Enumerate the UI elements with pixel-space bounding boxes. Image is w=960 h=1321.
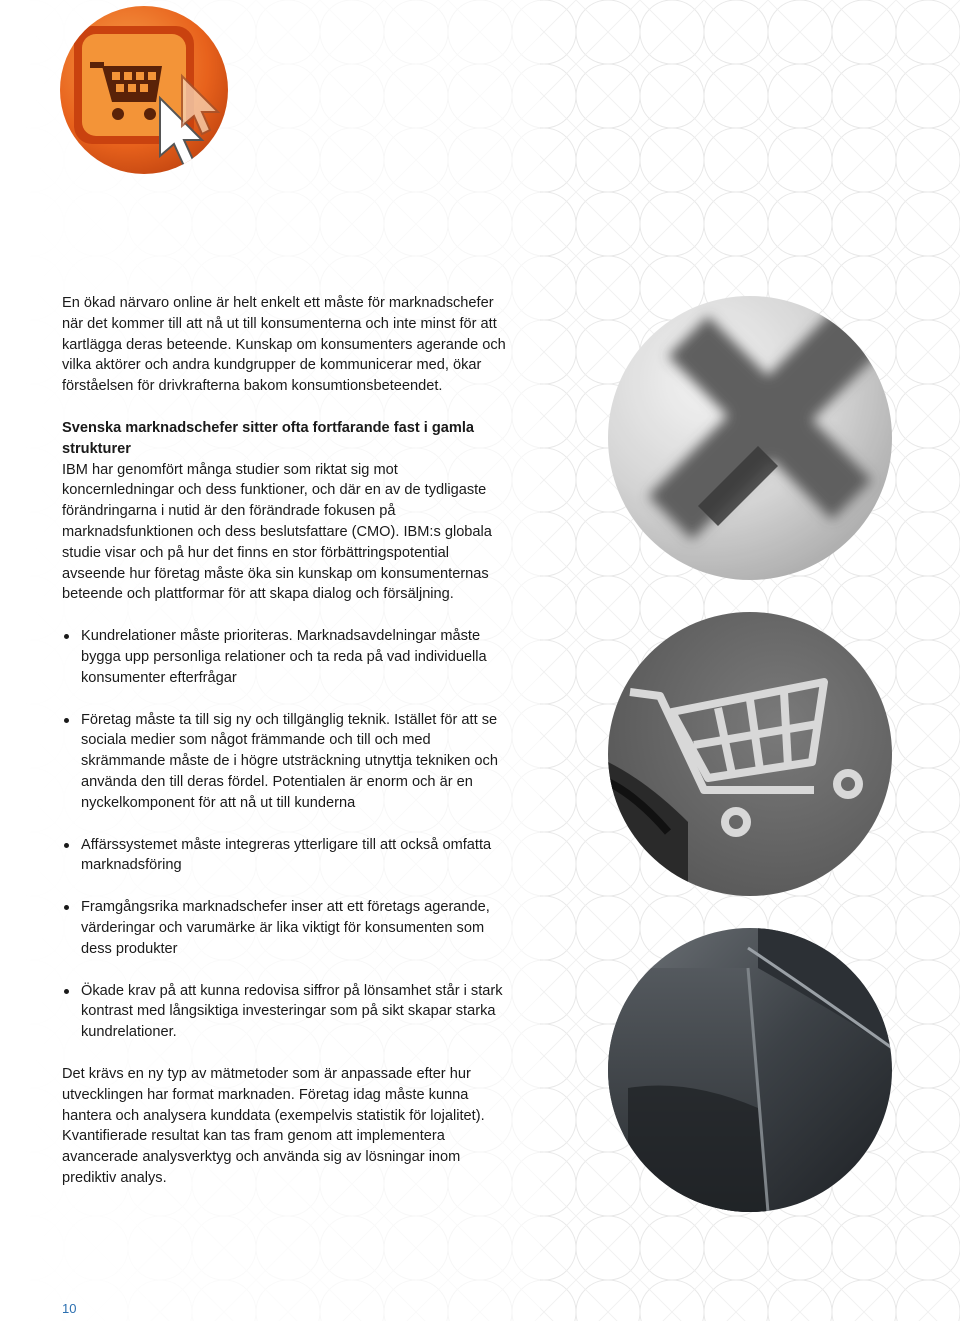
list-item [62, 897, 512, 959]
section-body: IBM har genomfört många studier som riktat sig mot koncernledningar och dess funktioner, och där en av de tydligaste förändringarna i nutid är den förändrade fokusen på marknadsfunktionen och dess beslutsfattare (CMO). IBM:s globala studie visar och på hur det finns en stor förbättringspotential avseende hur företag måste öka sin kunskap om konsumenternas beteende och plattformar för att skapa dialog och försäljning. [62, 461, 492, 603]
list-item-text: Kundrelationer måste prioriteras. Marknadsavdelningar måste bygga upp personliga relationer och ta reda på vad individuella konsumenter efterfrågar [81, 628, 487, 686]
cart-key-photo [608, 612, 892, 896]
intro-paragraph: En ökad närvaro online är helt enkelt ett måste för marknadschefer när det kommer till att nå ut till konsumenterna och inte minst för att kartlägga deras beteende. Kunskap om konsumenters agerande och vilka aktörer och andra kundgrupper de kommunicerar med, ökar förståelsen för drivkrafterna bakom konsumtionsbeteendet. [62, 295, 506, 395]
section-heading: Svenska marknadschefer sitter ofta fortfarande fast i gamla strukturer [62, 419, 475, 457]
bullet-list [62, 626, 512, 1043]
list-item [62, 981, 512, 1043]
closing-paragraph: Det krävs en ny typ av mätmetoder som är anpassade efter hur utvecklingen har format marknaden. Företag idag måste kunna hantera och analysera kunddata (exempelvis statistik för lojalitet). Kvantifierade resultat kan tas fram genom att implementera avancerade analysverktyg och använda sig av lösningar inom prediktiv analys. [62, 1065, 485, 1186]
bullet-icon [64, 718, 69, 723]
shopping-cart-key-photo [60, 6, 228, 174]
page-number: 10 [62, 1301, 77, 1316]
list-item-text: Framgångsrika marknadschefer inser att ett företags agerande, värderingar och varumärke är lika viktigt för konsumenten som dess produkter [81, 899, 490, 957]
list-item-text: Ökade krav på att kunna redovisa siffror på lönsamhet står i stark kontrast med långsiktiga investeringar som på sikt skapar starka kundrelationer. [81, 982, 503, 1041]
list-item [62, 835, 512, 877]
article-text [62, 293, 512, 1189]
list-item [62, 626, 512, 688]
plus-key-photo [608, 296, 892, 580]
list-item-text: Affärssystemet måste integreras ytterligare till att också omfatta marknadsföring [81, 836, 492, 874]
bullet-icon [64, 905, 69, 910]
list-item [62, 710, 512, 814]
bullet-icon [64, 634, 69, 639]
list-item-text: Företag måste ta till sig ny och tillgänglig teknik. Istället för att se sociala medier som något främmande och till och med skrämmande måste de i högre utsträckning utnyttja tekniken och använda den till deras fördel. Potentialen är enorm och är en nyckelkomponent för att nå ut till kunderna [81, 711, 498, 811]
dark-keys-photo [608, 928, 892, 1212]
bullet-icon [64, 843, 69, 848]
bullet-icon [64, 989, 69, 994]
